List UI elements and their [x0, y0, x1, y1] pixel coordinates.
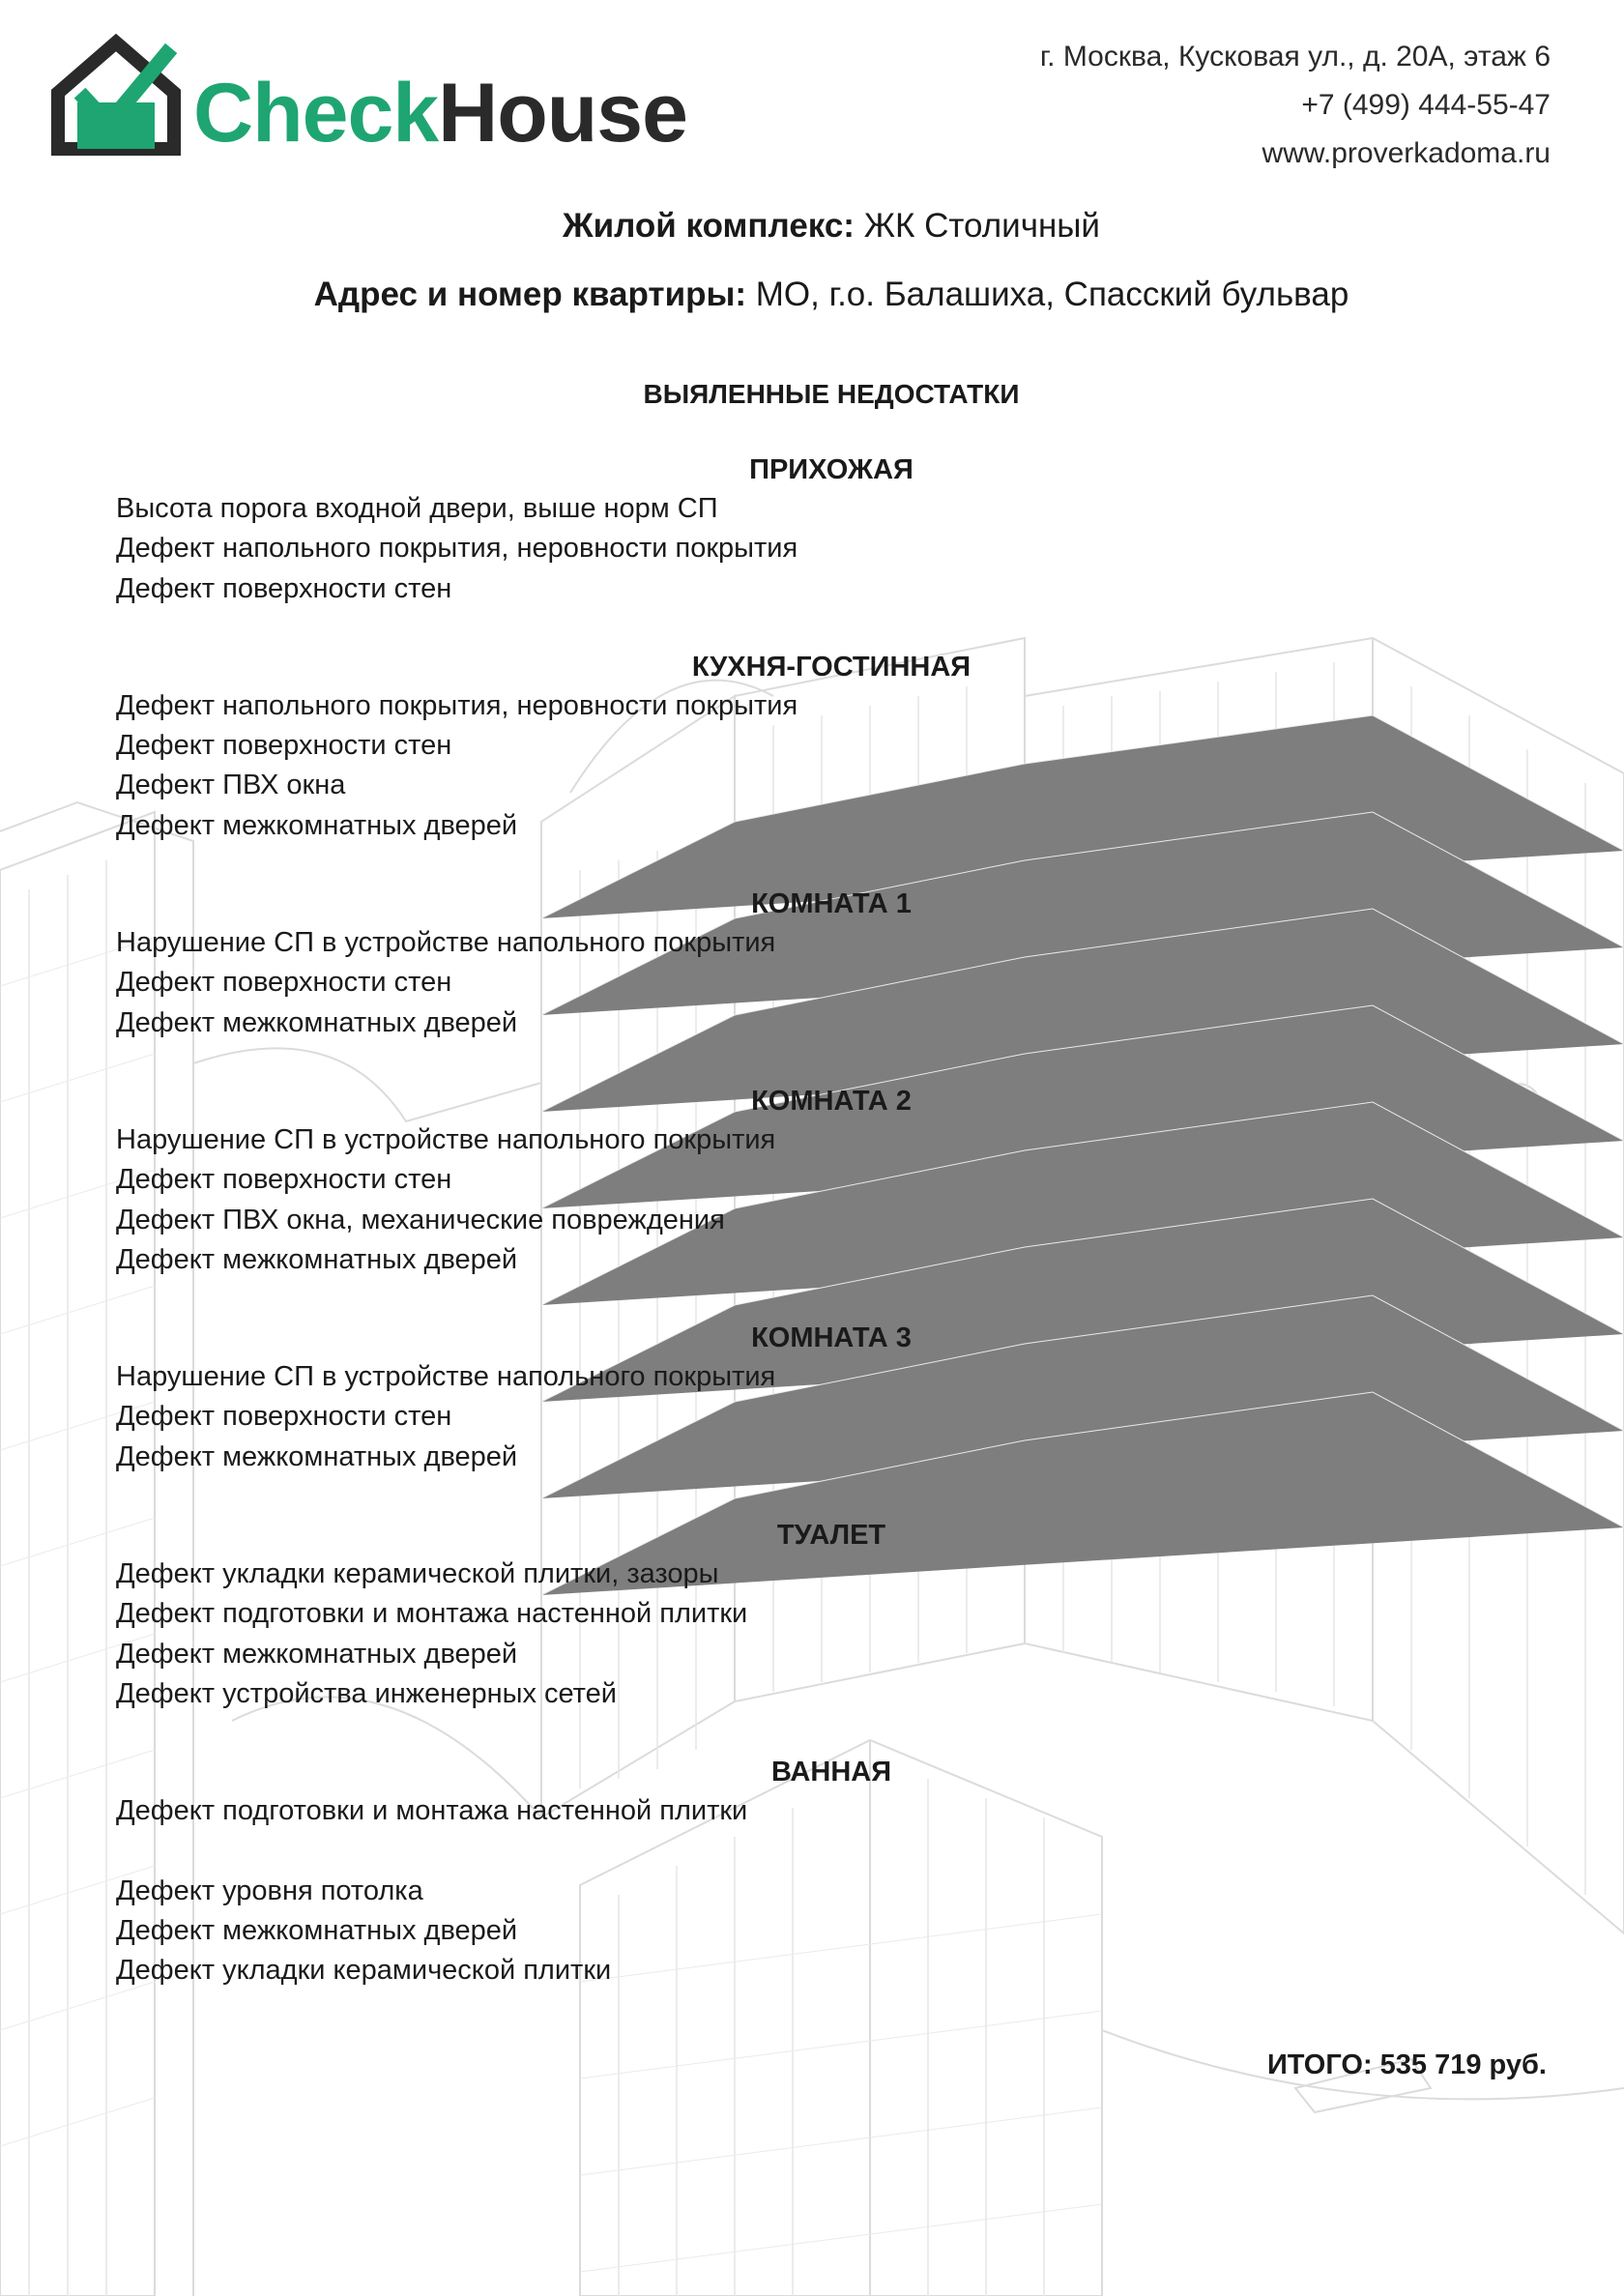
residential-complex-label: Жилой комплекс:	[563, 207, 855, 245]
defect-item: Дефект напольного покрытия, неровности покрытия	[116, 533, 798, 565]
defect-item: Дефект подготовки и монтажа настенной плитки	[116, 1795, 748, 1827]
section-title-kitchen-living: КУХНЯ-ГОСТИННАЯ	[691, 651, 972, 683]
defect-item: Нарушение СП в устройстве напольного покрытия	[116, 1361, 776, 1393]
defect-item: Дефект межкомнатных дверей	[116, 1243, 518, 1275]
residential-complex-line	[0, 207, 1624, 246]
defect-item: Нарушение СП в устройстве напольного покрытия	[116, 1123, 776, 1155]
blank-line	[116, 1832, 1547, 1872]
company-website: www.proverkadoma.ru	[1262, 137, 1551, 169]
company-address: г. Москва, Кусковая ул., д. 20А, этаж 6	[1039, 41, 1551, 73]
defect-item: Дефект межкомнатных дверей	[116, 1006, 518, 1038]
defect-item: Дефект поверхности стен	[116, 1401, 452, 1433]
defect-item: Дефект поверхности стен	[116, 967, 452, 999]
defect-item: Дефект межкомнатных дверей	[116, 809, 518, 841]
defect-item: Нарушение СП в устройстве напольного покрытия	[116, 927, 776, 959]
defects-list	[116, 450, 1547, 1991]
defect-item: Дефект укладки керамической плитки	[116, 1955, 612, 1987]
checkhouse-logo	[48, 33, 686, 159]
apartment-address-value: МО, г.о. Балашиха, Спасский бульвар	[746, 276, 1349, 313]
apartment-address-line	[0, 276, 1624, 314]
defect-item: Дефект межкомнатных дверей	[116, 1915, 518, 1947]
defect-item: Дефект ПВХ окна, механические повреждения	[116, 1204, 725, 1235]
section-title-room-2: КОМНАТА 2	[751, 1085, 912, 1117]
defect-item: Дефект межкомнатных дверей	[116, 1440, 518, 1472]
defect-item: Дефект поверхности стен	[116, 572, 452, 604]
apartment-address-label: Адрес и номер квартиры:	[313, 276, 747, 313]
logo-word-check: Check	[193, 67, 439, 160]
defect-item: Высота порога входной двери, выше норм СП	[116, 493, 718, 524]
section-title-toilet: ТУАЛЕТ	[776, 1520, 886, 1552]
defect-item: Дефект подготовки и монтажа настенной плитки	[116, 1598, 748, 1630]
residential-complex-value: ЖК Столичный	[854, 207, 1100, 245]
defect-item: Дефект устройства инженерных сетей	[116, 1677, 617, 1709]
section-title-hallway: ПРИХОЖАЯ	[749, 454, 914, 485]
document-title: ВЫЯЛЕННЫЕ НЕДОСТАТКИ	[643, 379, 1020, 409]
defect-item: Дефект межкомнатных дверей	[116, 1638, 518, 1670]
section-title-bathroom: ВАННАЯ	[770, 1757, 892, 1788]
contact-block	[1040, 33, 1551, 178]
section-title-room-3: КОМНАТА 3	[751, 1322, 912, 1354]
defect-item: Дефект напольного покрытия, неровности покрытия	[116, 689, 798, 721]
section-title-room-1: КОМНАТА 1	[751, 888, 912, 920]
defect-item: Дефект поверхности стен	[116, 1164, 452, 1196]
logo-word-house: House	[438, 67, 687, 160]
logo-wordmark	[193, 67, 687, 160]
total-amount: ИТОГО: 535 719 руб.	[1266, 2049, 1547, 2080]
defect-item: Дефект ПВХ окна	[116, 770, 346, 801]
defect-item: Дефект поверхности стен	[116, 730, 452, 762]
house-checkmark-icon	[48, 33, 184, 159]
company-phone: +7 (499) 444-55-47	[1301, 89, 1551, 121]
defect-item: Дефект укладки керамической плитки, зазоры	[116, 1558, 719, 1590]
defect-item: Дефект уровня потолка	[116, 1875, 423, 1906]
